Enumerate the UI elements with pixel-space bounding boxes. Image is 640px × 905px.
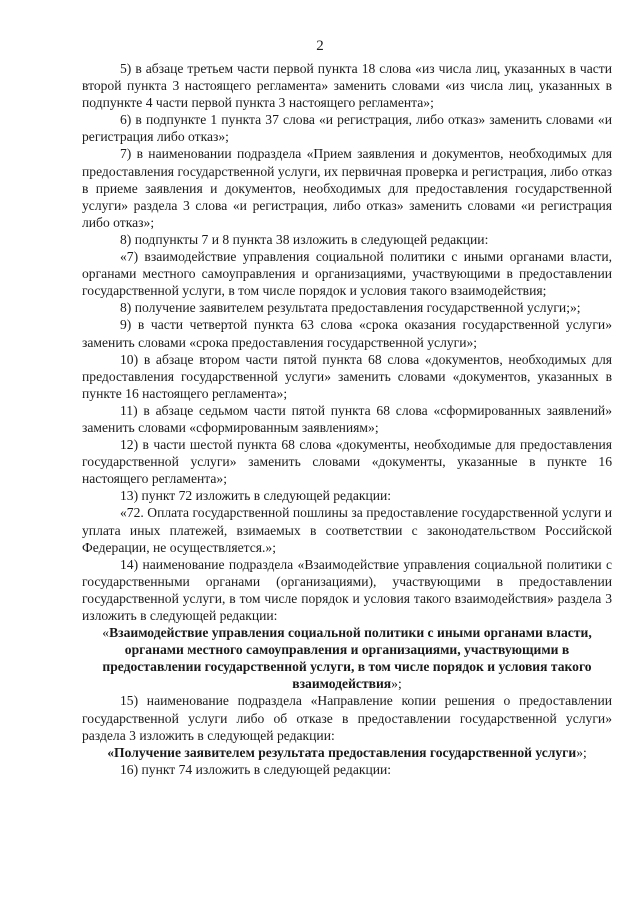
subsection-heading-interaction xyxy=(82,624,612,692)
close-quote: »; xyxy=(576,744,587,760)
paragraph-item-5: 5) в абзаце третьем части первой пункта 18 слова «из числа лиц, указанных в части второй пункта 3 настоящего регламента» заменить словами «из числа лиц, указанных в подпункте 4 части первой пункта 3 настоящего регламента»; xyxy=(82,61,612,111)
paragraph-item-8: 8) подпункты 7 и 8 пункта 38 изложить в следующей редакции: xyxy=(120,231,489,247)
paragraph-item-13: 13) пункт 72 изложить в следующей редакции: xyxy=(120,488,392,504)
paragraph-item-11: 11) в абзаце седьмом части пятой пункта 68 слова «сформированных заявлений» заменить словами «сформированным заявлениям»; xyxy=(82,402,612,435)
paragraph-item-10: 10) в абзаце втором части пятой пункта 68 слова «документов, необходимых для предоставления государственной услуги» заменить словами «документов, указанных в пункте 16 настоящего регламента»; xyxy=(82,351,612,401)
heading-text: Взаимодействие управления социальной политики с иными органами власти, органами местного самоуправления и организациями, участвующими в предоставлении государственной услуги, в том числе порядок и условия такого взаимодействия xyxy=(102,625,592,692)
paragraph-item-7: 7) в наименовании подраздела «Прием заявления и документов, необходимых для предоставления государственной услуги, их первичная проверка и регистрация, либо отказ в приеме заявления и документов, необходимых для предоставления государственной услуги» раздела 3 слова «и регистрация, либо отказ» заменить словами «и регистрация либо отказ»; xyxy=(82,146,612,230)
quoted-point-72: «72. Оплата государственной пошлины за предоставление государственной услуги и уплата иных платежей, взимаемых в соответствии с законодательством Российской Федерации, не осуществляется.»; xyxy=(82,505,612,555)
subsection-heading-result xyxy=(82,744,612,761)
close-quote: »; xyxy=(391,676,402,692)
paragraph-item-9: 9) в части четвертой пункта 63 слова «срока оказания государственной услуги» заменить словами «срока предоставления государственной услуги»; xyxy=(82,317,612,350)
quoted-subitem-7: «7) взаимодействие управления социальной политики с иными органами власти, органами местного самоуправления и организациями, участвующими в предоставлении государственной услуги, в том числе порядок и условия такого взаимодействия; xyxy=(82,249,612,299)
page-number: 2 xyxy=(316,38,324,54)
document-body xyxy=(82,60,612,778)
heading-text: «Получение заявителем результата предоставления государственной услуги xyxy=(107,744,577,760)
open-quote: « xyxy=(102,625,110,641)
paragraph-item-6: 6) в подпункте 1 пункта 37 слова «и регистрация, либо отказ» заменить словами «и регистрация либо отказ»; xyxy=(82,112,612,145)
paragraph-item-16: 16) пункт 74 изложить в следующей редакции: xyxy=(120,761,392,777)
paragraph-item-12: 12) в части шестой пункта 68 слова «документы, необходимые для предоставления государственной услуги» заменить словами «документы, указанные в пункте 16 настоящего регламента»; xyxy=(82,437,612,487)
paragraph-item-15: 15) наименование подраздела «Направление копии решения о предоставлении государственной услуги либо об отказе в предоставлении государственной услуги» раздела 3 изложить в следующей редакции: xyxy=(82,693,612,743)
quoted-subitem-8: 8) получение заявителем результата предоставления государственной услуги;»; xyxy=(120,300,581,316)
paragraph-item-14: 14) наименование подраздела «Взаимодействие управления социальной политики с государственными органами (организациями), участвующими в предоставлении государственной услуги, в том числе порядок и условия такого взаимодействия» раздела 3 изложить в следующей редакции: xyxy=(82,556,612,623)
